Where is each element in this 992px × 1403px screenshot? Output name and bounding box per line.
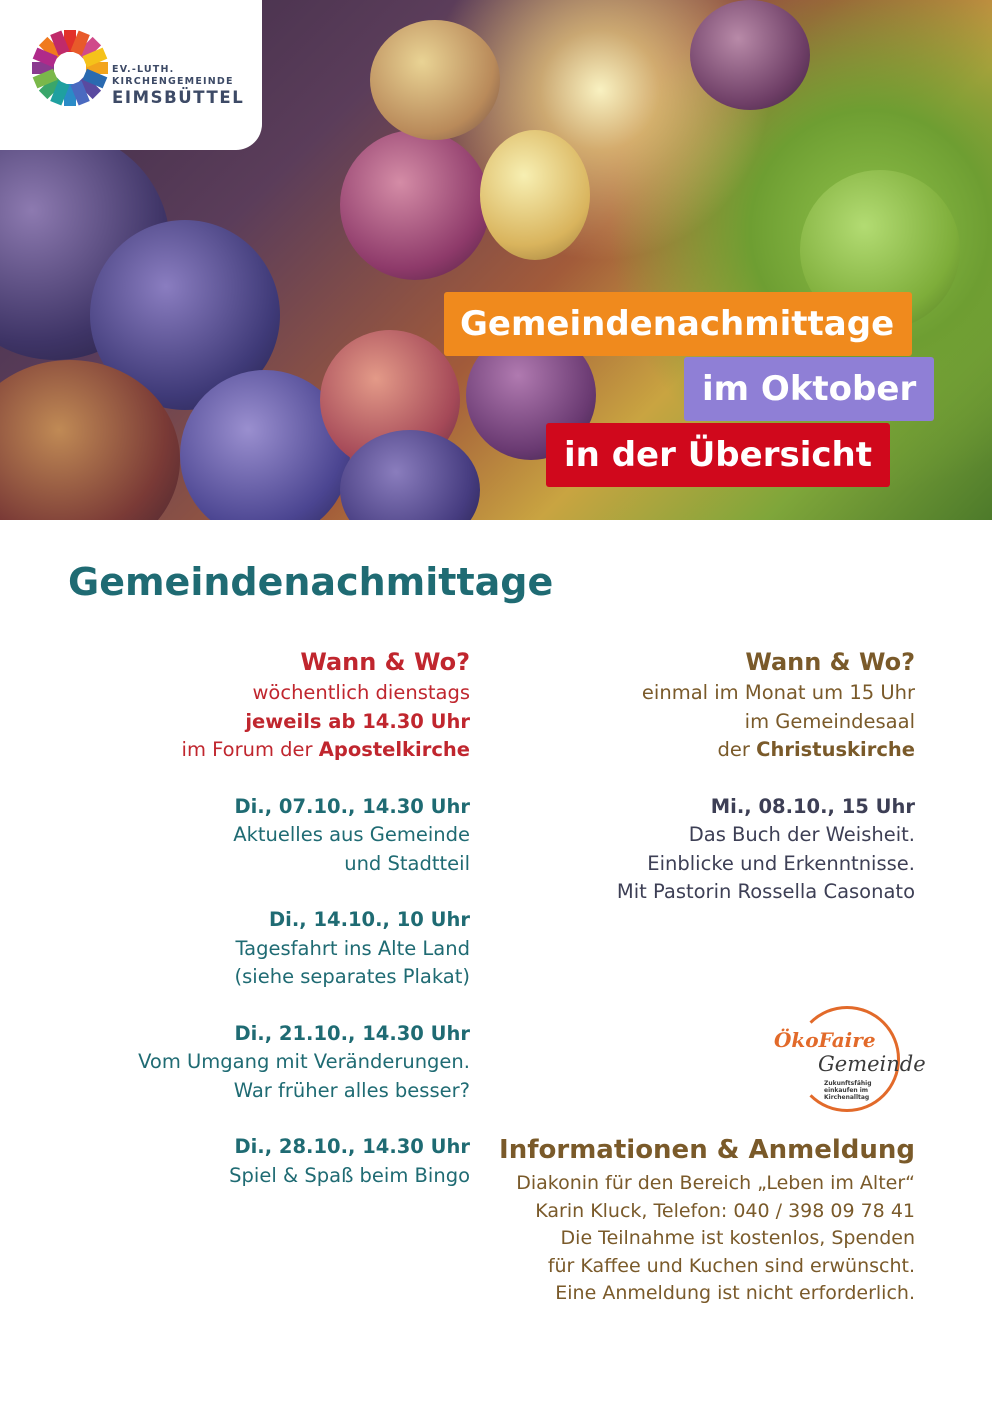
grape-shape [690, 0, 810, 110]
grape-shape [370, 20, 500, 140]
spacer [30, 765, 470, 793]
grape-shape [480, 130, 590, 260]
left-where-prefix: im Forum der [181, 738, 319, 761]
event-date: Mi., 08.10., 15 Uhr [710, 794, 915, 818]
page-title: Gemeindenachmittage [68, 560, 554, 604]
event-line: Vom Umgang mit Veränderungen. [138, 1050, 470, 1073]
event-line: Einblicke und Erkenntnisse. [647, 851, 915, 875]
left-where-church: Apostelkirche [318, 738, 470, 761]
church-logo-icon [30, 28, 110, 108]
info-line: für Kaffee und Kuchen sind erwünscht. [547, 1254, 915, 1277]
badge-subtitle: Zukunftsfähig einkaufen im Kirchenalltag [824, 1080, 872, 1101]
banner-purple: im Oktober [684, 357, 934, 421]
info-line: Diakonin für den Bereich „Leben im Alter“ [516, 1172, 915, 1194]
event-line: Mit Pastorin Rossella Casonato [616, 880, 915, 903]
right-where-prefix: der [717, 738, 757, 761]
left-column [30, 645, 470, 1190]
grape-shape [340, 130, 490, 280]
left-where [30, 736, 470, 765]
event-date: Di., 28.10., 14.30 Uhr [234, 1135, 470, 1158]
badge-oko-text: ÖkoFaire [774, 1028, 876, 1052]
event-line: und Stadtteil [344, 851, 470, 875]
spacer [30, 992, 470, 1020]
banner-red: in der Übersicht [546, 423, 890, 487]
logo-card [0, 0, 262, 150]
event-date: Di., 07.10., 14.30 Uhr [234, 794, 470, 818]
event-date: Di., 14.10., 10 Uhr [268, 908, 470, 931]
right-where-church: Christuskirche [756, 738, 915, 761]
info-line: Karin Kluck, Telefon: 040 / 398 09 78 41 [535, 1199, 915, 1222]
right-where [495, 736, 915, 765]
left-heading: Wann & Wo? [300, 648, 470, 676]
banner-orange: Gemeindenachmittage [444, 292, 912, 356]
right-heading: Wann & Wo? [745, 648, 915, 676]
logo-text [112, 64, 244, 108]
spacer [30, 1105, 470, 1133]
event-line: Das Buch der Weisheit. [688, 823, 915, 846]
logo-line-2: KIRCHENGEMEINDE [112, 75, 234, 87]
info-line: Eine Anmeldung ist nicht erforderlich. [555, 1282, 915, 1304]
spacer [495, 765, 915, 793]
right-when-2: im Gemeindesaal [744, 709, 915, 733]
event-line: Aktuelles aus Gemeinde [233, 823, 470, 846]
info-block [455, 1170, 915, 1308]
event-line: Spiel & Spaß beim Bingo [229, 1163, 470, 1187]
hero-photo [0, 0, 992, 520]
info-title: Informationen & Anmeldung [499, 1135, 915, 1165]
right-when-1: einmal im Monat um 15 Uhr [641, 681, 915, 704]
left-when-2: jeweils ab 14.30 Uhr [245, 709, 470, 733]
event-line: War früher alles besser? [233, 1078, 470, 1102]
left-when-1: wöchentlich dienstags [252, 681, 470, 704]
spacer [30, 878, 470, 906]
logo-line-3: EIMSBÜTTEL [112, 87, 245, 107]
event-line: (siehe separates Plakat) [234, 965, 470, 988]
event-date: Di., 21.10., 14.30 Uhr [234, 1021, 470, 1045]
logo-line-1: EV.-LUTH. [112, 64, 175, 75]
event-line: Tagesfahrt ins Alte Land [235, 936, 470, 960]
oekofaire-badge [772, 1002, 926, 1114]
right-column [495, 645, 915, 907]
badge-gemeinde-text: Gemeinde [818, 1052, 926, 1076]
info-line: Die Teilnahme ist kostenlos, Spenden [560, 1227, 915, 1249]
